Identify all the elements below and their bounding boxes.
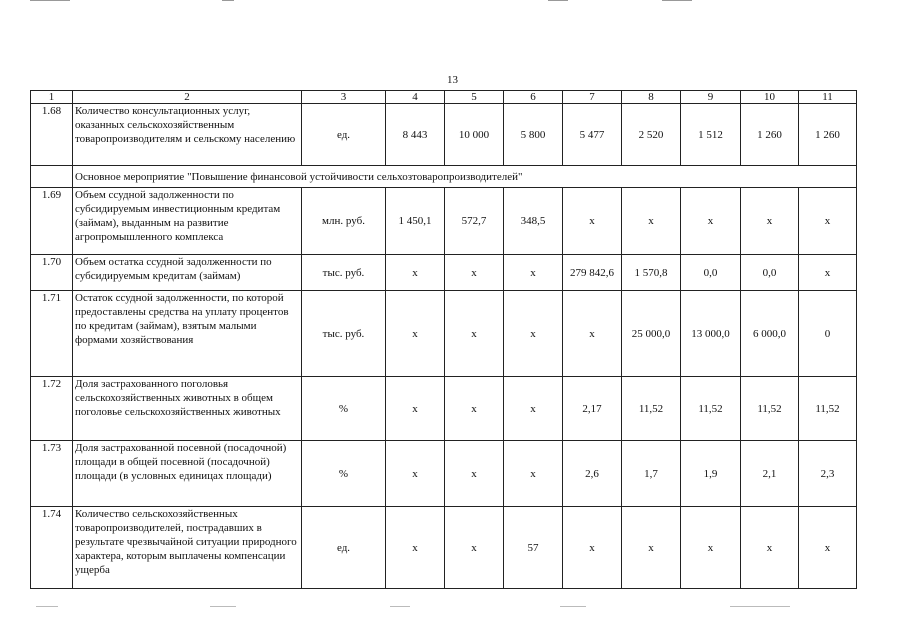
column-header: 7 bbox=[563, 91, 622, 104]
unit: % bbox=[302, 377, 386, 441]
value-cell: 11,52 bbox=[741, 377, 799, 441]
header-row bbox=[31, 91, 857, 104]
column-header: 5 bbox=[445, 91, 504, 104]
value-cell: 2,3 bbox=[799, 441, 857, 507]
value-cell: 25 000,0 bbox=[622, 291, 681, 377]
value-cell: х bbox=[681, 507, 741, 589]
value-cell: 0 bbox=[799, 291, 857, 377]
column-header: 10 bbox=[741, 91, 799, 104]
table-row bbox=[31, 377, 857, 441]
indicators-table bbox=[30, 90, 857, 589]
value-cell: 1 512 bbox=[681, 104, 741, 166]
value-cell: 11,52 bbox=[799, 377, 857, 441]
table-row bbox=[31, 255, 857, 291]
value-cell: 1 260 bbox=[799, 104, 857, 166]
table-row bbox=[31, 104, 857, 166]
value-cell: х bbox=[681, 188, 741, 255]
value-cell: х bbox=[445, 291, 504, 377]
value-cell: х bbox=[799, 507, 857, 589]
indicator-name: Количество сельскохозяйственных товаропроизводителей, пострадавших в результате чрезвычайной ситуации природного характера, которым выплачены компенсации ущерба bbox=[73, 507, 302, 589]
value-cell: 57 bbox=[504, 507, 563, 589]
value-cell: х bbox=[445, 377, 504, 441]
scan-artifact bbox=[30, 0, 70, 1]
value-cell: х bbox=[386, 507, 445, 589]
value-cell: х bbox=[741, 188, 799, 255]
indicator-name: Объем остатка ссудной задолженности по субсидируемым кредитам (займам) bbox=[73, 255, 302, 291]
value-cell: 1 570,8 bbox=[622, 255, 681, 291]
value-cell: 0,0 bbox=[741, 255, 799, 291]
value-cell: 2,6 bbox=[563, 441, 622, 507]
row-number bbox=[31, 166, 73, 188]
table-row bbox=[31, 441, 857, 507]
scan-artifact bbox=[210, 606, 236, 607]
value-cell: 2 520 bbox=[622, 104, 681, 166]
unit: млн. руб. bbox=[302, 188, 386, 255]
table-row bbox=[31, 291, 857, 377]
row-number: 1.70 bbox=[31, 255, 73, 291]
value-cell: х bbox=[445, 441, 504, 507]
scan-artifact bbox=[36, 606, 58, 607]
unit: % bbox=[302, 441, 386, 507]
unit: тыс. руб. bbox=[302, 255, 386, 291]
value-cell: 1,9 bbox=[681, 441, 741, 507]
unit: ед. bbox=[302, 104, 386, 166]
value-cell: х bbox=[622, 507, 681, 589]
value-cell: 1 450,1 bbox=[386, 188, 445, 255]
value-cell: х bbox=[504, 441, 563, 507]
value-cell: 2,17 bbox=[563, 377, 622, 441]
value-cell: 1,7 bbox=[622, 441, 681, 507]
column-header: 11 bbox=[799, 91, 857, 104]
column-header: 1 bbox=[31, 91, 73, 104]
scan-artifact bbox=[662, 0, 692, 1]
value-cell: х bbox=[504, 291, 563, 377]
unit: тыс. руб. bbox=[302, 291, 386, 377]
value-cell: 6 000,0 bbox=[741, 291, 799, 377]
table-row bbox=[31, 188, 857, 255]
value-cell: х bbox=[563, 507, 622, 589]
column-header: 3 bbox=[302, 91, 386, 104]
column-header: 6 bbox=[504, 91, 563, 104]
value-cell: 10 000 bbox=[445, 104, 504, 166]
row-number: 1.69 bbox=[31, 188, 73, 255]
column-header: 9 bbox=[681, 91, 741, 104]
row-number: 1.73 bbox=[31, 441, 73, 507]
value-cell: х bbox=[799, 188, 857, 255]
scan-artifact bbox=[560, 606, 586, 607]
column-header: 8 bbox=[622, 91, 681, 104]
section-row bbox=[31, 166, 857, 188]
section-title: Основное мероприятие "Повышение финансовой устойчивости сельхозтоваропроизводителей" bbox=[73, 166, 857, 188]
value-cell: х bbox=[445, 507, 504, 589]
column-header: 2 bbox=[73, 91, 302, 104]
value-cell: 1 260 bbox=[741, 104, 799, 166]
indicator-name: Количество консультационных услуг, оказанных сельскохозяйственным товаропроизводителям и сельскому населению bbox=[73, 104, 302, 166]
value-cell: х bbox=[799, 255, 857, 291]
value-cell: 0,0 bbox=[681, 255, 741, 291]
value-cell: х bbox=[386, 441, 445, 507]
row-number: 1.68 bbox=[31, 104, 73, 166]
value-cell: х bbox=[741, 507, 799, 589]
indicator-name: Доля застрахованного поголовья сельскохозяйственных животных в общем поголовье сельскохозяйственных животных bbox=[73, 377, 302, 441]
value-cell: х bbox=[563, 188, 622, 255]
value-cell: 572,7 bbox=[445, 188, 504, 255]
value-cell: 11,52 bbox=[622, 377, 681, 441]
indicator-name: Остаток ссудной задолженности, по которой предоставлены средства на уплату процентов по кредитам (займам), взятым малыми формами хозяйствования bbox=[73, 291, 302, 377]
indicator-name: Доля застрахованной посевной (посадочной) площади в общей посевной (посадочной) площади (в условных единицах площади) bbox=[73, 441, 302, 507]
page-number: 13 bbox=[447, 74, 458, 86]
value-cell: 13 000,0 bbox=[681, 291, 741, 377]
value-cell: 348,5 bbox=[504, 188, 563, 255]
value-cell: 11,52 bbox=[681, 377, 741, 441]
value-cell: х bbox=[445, 255, 504, 291]
scan-artifact bbox=[548, 0, 568, 1]
row-number: 1.72 bbox=[31, 377, 73, 441]
value-cell: х bbox=[563, 291, 622, 377]
unit: ед. bbox=[302, 507, 386, 589]
row-number: 1.74 bbox=[31, 507, 73, 589]
value-cell: 5 800 bbox=[504, 104, 563, 166]
value-cell: 8 443 bbox=[386, 104, 445, 166]
value-cell: х bbox=[504, 255, 563, 291]
table-row bbox=[31, 507, 857, 589]
value-cell: 2,1 bbox=[741, 441, 799, 507]
value-cell: х bbox=[622, 188, 681, 255]
value-cell: 279 842,6 bbox=[563, 255, 622, 291]
value-cell: х bbox=[386, 377, 445, 441]
scan-artifact bbox=[222, 0, 234, 1]
scan-artifact bbox=[390, 606, 410, 607]
value-cell: х bbox=[386, 255, 445, 291]
value-cell: х bbox=[386, 291, 445, 377]
value-cell: х bbox=[504, 377, 563, 441]
value-cell: 5 477 bbox=[563, 104, 622, 166]
row-number: 1.71 bbox=[31, 291, 73, 377]
column-header: 4 bbox=[386, 91, 445, 104]
scan-artifact bbox=[730, 606, 790, 607]
indicator-name: Объем ссудной задолженности по субсидируемым инвестиционным кредитам (займам), выданным на развитие агропромышленного комплекса bbox=[73, 188, 302, 255]
